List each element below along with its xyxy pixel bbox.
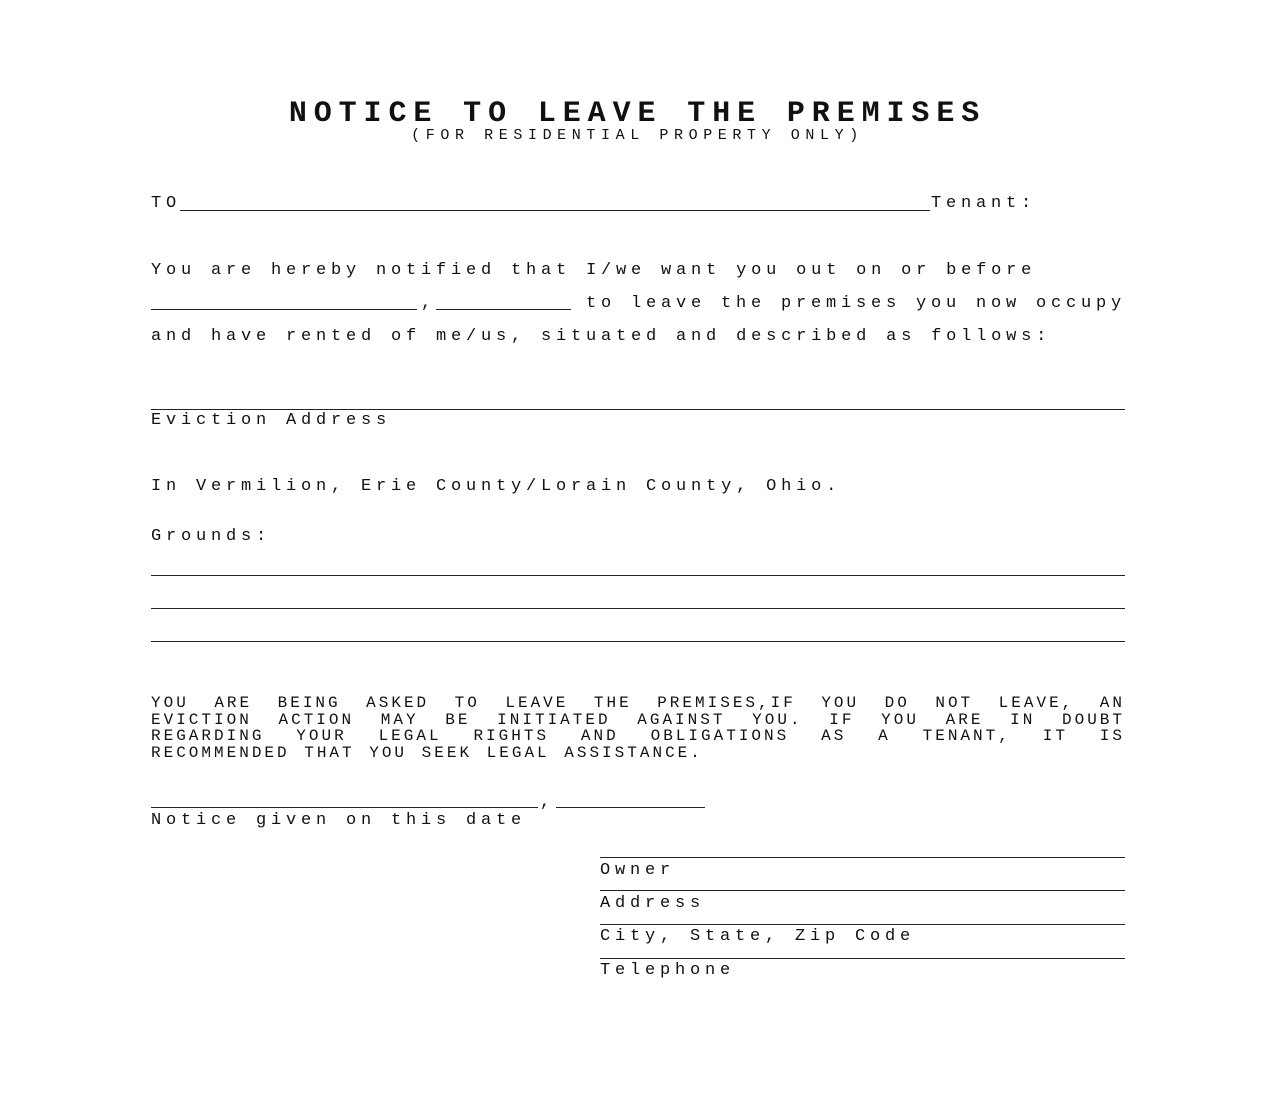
grounds-field-3[interactable] xyxy=(151,641,1125,642)
notice-date-label: Notice given on this date xyxy=(151,811,527,830)
warning-line-3: REGARDING YOUR LEGAL RIGHTS AND OBLIGATIONS AS A TENANT, IT IS xyxy=(151,727,1125,745)
grounds-field-1[interactable] xyxy=(151,575,1125,576)
telephone-field[interactable] xyxy=(600,958,1125,959)
document-title: NOTICE TO LEAVE THE PREMISES xyxy=(288,97,987,131)
warning-line-2: EVICTION ACTION MAY BE INITIATED AGAINST YOU. IF YOU ARE IN DOUBT xyxy=(151,711,1125,729)
notice-date-field[interactable] xyxy=(151,807,538,808)
leave-date-field[interactable] xyxy=(151,309,417,310)
owner-label: Owner xyxy=(600,861,676,880)
location-text: In Vermilion, Erie County/Lorain County, Ohio. xyxy=(151,477,842,496)
body-line-1: You are hereby notified that I/we want you out on or before xyxy=(151,261,1037,280)
eviction-address-field[interactable] xyxy=(151,409,1125,410)
owner-address-field[interactable] xyxy=(600,890,1125,891)
city-state-zip-field[interactable] xyxy=(600,924,1125,925)
notice-date-comma: , xyxy=(540,793,556,812)
warning-line-4: RECOMMENDED THAT YOU SEEK LEGAL ASSISTANCE. xyxy=(151,744,703,762)
owner-field[interactable] xyxy=(600,857,1125,858)
city-state-zip-label: City, State, Zip Code xyxy=(600,927,916,946)
warning-line-1: YOU ARE BEING ASKED TO LEAVE THE PREMISES,IF YOU DO NOT LEAVE, AN xyxy=(151,694,1125,712)
address-label: Address xyxy=(600,894,706,913)
document-subtitle: (FOR RESIDENTIAL PROPERTY ONLY) xyxy=(411,127,864,144)
body-line-3: and have rented of me/us, situated and described as follows: xyxy=(151,327,1052,346)
telephone-label: Telephone xyxy=(600,961,736,980)
body-line-2: to leave the premises you now occupy xyxy=(586,294,1127,313)
to-label: TO xyxy=(151,194,182,213)
grounds-field-2[interactable] xyxy=(151,608,1125,609)
notice-year-field[interactable] xyxy=(556,807,705,808)
tenant-name-field[interactable] xyxy=(180,210,930,211)
tenant-label: Tenant: xyxy=(931,194,1037,213)
grounds-label: Grounds: xyxy=(151,527,272,546)
leave-year-field[interactable] xyxy=(436,309,571,310)
eviction-address-label: Eviction Address xyxy=(151,411,392,430)
date-comma: , xyxy=(421,294,437,313)
